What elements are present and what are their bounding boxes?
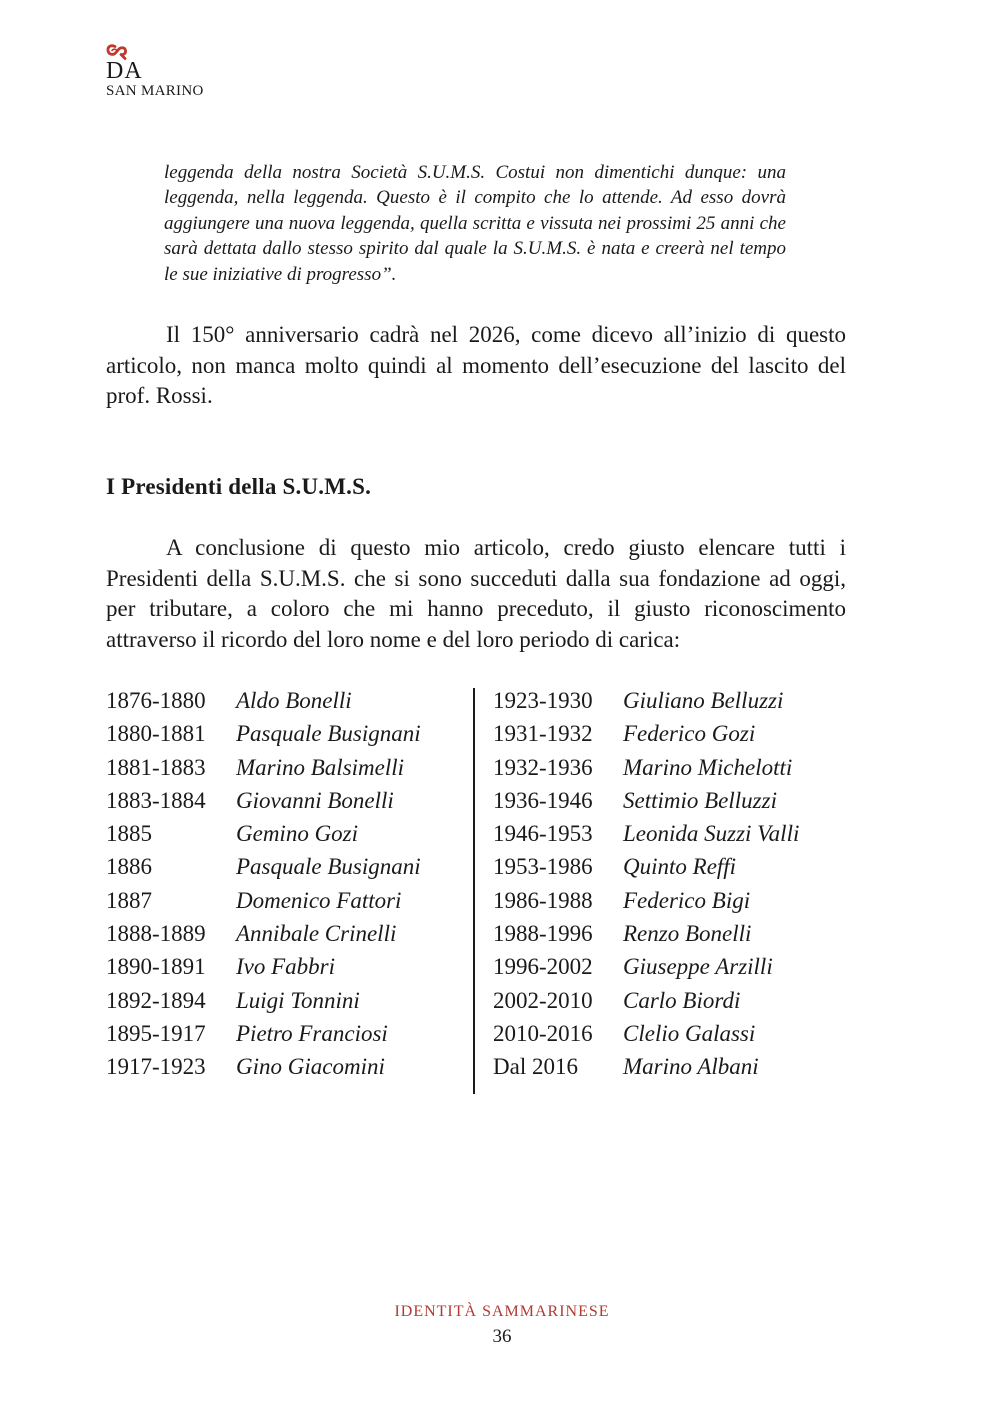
column-divider — [473, 688, 475, 1094]
president-name: Renzo Bonelli — [623, 921, 752, 947]
president-period: 1887 — [106, 887, 152, 913]
president-period: 1946-1953 — [493, 821, 593, 847]
president-period: 1876-1880 — [106, 688, 206, 713]
president-period: Dal 2016 — [493, 1054, 578, 1080]
president-row — [493, 850, 799, 883]
president-period: 1883-1884 — [106, 787, 206, 813]
president-period: 1917-1923 — [106, 1054, 206, 1080]
president-row — [493, 917, 799, 950]
president-row — [493, 784, 799, 817]
page-footer — [0, 1302, 1004, 1350]
president-name: Leonida Suzzi Valli — [623, 821, 800, 847]
president-period: 1936-1946 — [493, 787, 593, 813]
president-period: 1988-1996 — [493, 921, 593, 947]
president-period: 1880-1881 — [106, 721, 206, 747]
president-name: Federico Gozi — [623, 721, 756, 747]
president-row — [106, 717, 421, 750]
president-period: 1953-1986 — [493, 854, 593, 880]
president-name: Pasquale Busignani — [236, 721, 421, 747]
president-row — [106, 950, 421, 983]
president-period: 1923-1930 — [493, 688, 593, 713]
president-name: Carlo Biordi — [623, 987, 741, 1013]
president-row — [106, 784, 421, 817]
page-number: 36 — [492, 1326, 512, 1347]
publication-name: IDENTITÀ SAMMARINESE — [394, 1303, 610, 1320]
presidents-column-right — [493, 684, 799, 1084]
president-name: Settimio Belluzzi — [623, 787, 777, 813]
president-name: Ivo Fabbri — [236, 954, 336, 980]
presidents-list — [106, 684, 866, 1094]
president-row — [106, 884, 421, 917]
president-name: Giuliano Belluzzi — [623, 688, 784, 713]
president-row — [493, 950, 799, 983]
president-period: 1890-1891 — [106, 954, 206, 980]
president-name: Giovanni Bonelli — [236, 787, 394, 813]
president-name: Domenico Fattori — [236, 887, 402, 913]
president-period: 1931-1932 — [493, 721, 593, 747]
president-period: 1996-2002 — [493, 954, 593, 980]
president-name: Federico Bigi — [623, 887, 751, 913]
president-period: 1885 — [106, 821, 152, 847]
president-row — [106, 1017, 421, 1050]
masthead-subtitle: SAN MARINO — [106, 83, 204, 99]
president-name: Marino Michelotti — [623, 754, 793, 780]
president-name: Luigi Tonnini — [236, 987, 360, 1013]
president-row — [106, 984, 421, 1017]
section-heading: I Presidenti della S.U.M.S. — [106, 474, 372, 499]
president-row — [493, 1017, 799, 1050]
president-row — [106, 751, 421, 784]
president-period: 1886 — [106, 854, 152, 880]
president-name: Gemino Gozi — [236, 821, 359, 847]
president-name: Gino Giacomini — [236, 1054, 385, 1080]
quoted-passage: leggenda della nostra Società S.U.M.S. Costui non dimentichi dunque: una leggenda, nella leggenda. Questo è il compito che lo attende. Ad esso dovrà aggiungere una nuova leggenda, quella scritta e vissuta nei prossimi 25 anni che sarà dettata dallo stesso spirito dal quale la S.U.M.S. è nata e creerà nel tempo le sue iniziative di progresso”. — [164, 162, 786, 285]
president-name: Pietro Franciosi — [236, 1020, 388, 1046]
president-period: 1986-1988 — [493, 887, 593, 913]
body-paragraph-anniversary: Il 150° anniversario cadrà nel 2026, come dicevo all’inizio di questo articolo, non manca molto quindi al momento dell’esecuzione del lascito del prof. Rossi. — [106, 322, 846, 408]
president-row — [493, 984, 799, 1017]
president-row — [106, 684, 421, 717]
masthead — [106, 42, 306, 100]
president-name: Pasquale Busignani — [236, 854, 421, 880]
president-period: 1888-1889 — [106, 921, 206, 947]
president-row — [493, 751, 799, 784]
president-name: Quinto Reffi — [623, 854, 737, 880]
president-period: 1932-1936 — [493, 754, 593, 780]
president-row — [493, 817, 799, 850]
president-name: Annibale Crinelli — [236, 921, 397, 947]
president-row — [493, 1050, 799, 1083]
president-row — [106, 817, 421, 850]
president-period: 2010-2016 — [493, 1020, 593, 1046]
president-row — [106, 850, 421, 883]
president-row — [493, 884, 799, 917]
president-row — [106, 917, 421, 950]
president-name: Aldo Bonelli — [236, 688, 352, 713]
masthead-title: DA — [106, 58, 143, 84]
president-row — [493, 684, 799, 717]
presidents-column-left — [106, 684, 421, 1084]
body-paragraph-intro-list: A conclusione di questo mio articolo, credo giusto elencare tutti i Presidenti della S.U.M.S. che si sono succeduti dalla sua fondazione ad oggi, per tributare, a coloro che mi hanno preceduto, il giusto riconoscimento attraverso il ricordo del loro nome e del loro periodo di carica: — [106, 535, 846, 652]
president-period: 1881-1883 — [106, 754, 206, 780]
president-period: 2002-2010 — [493, 987, 593, 1013]
president-period: 1895-1917 — [106, 1020, 206, 1046]
president-row — [493, 717, 799, 750]
president-name: Marino Albani — [623, 1054, 759, 1080]
president-name: Marino Balsimelli — [236, 754, 405, 780]
president-name: Giuseppe Arzilli — [623, 954, 773, 980]
president-period: 1892-1894 — [106, 987, 206, 1013]
president-name: Clelio Galassi — [623, 1020, 756, 1046]
president-row — [106, 1050, 421, 1083]
